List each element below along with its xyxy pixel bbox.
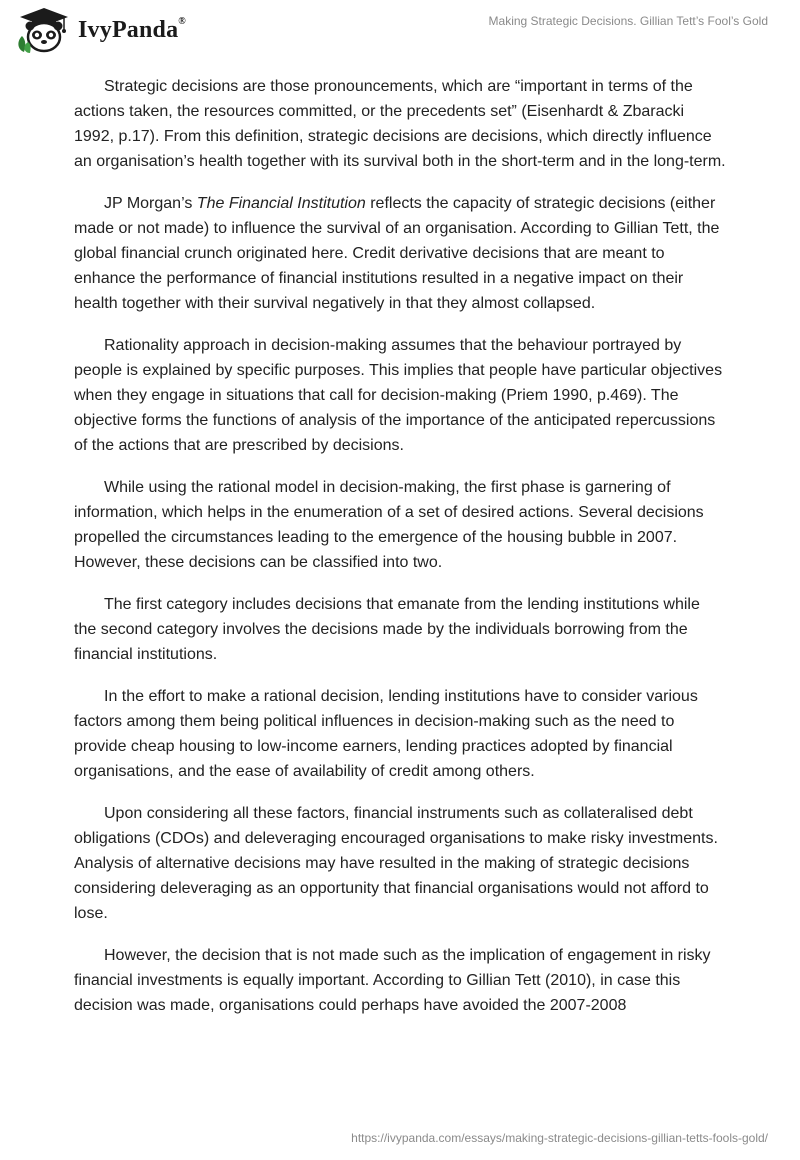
logo-wordmark: IvyPanda® — [78, 15, 186, 43]
paragraph-6: In the effort to make a rational decision, lending institutions have to consider various factors among them being political influences in decision-making such as the need to provide cheap housing to low-income earners, lending practices adopted by financial organisations, and the ease of availability of credit among others. — [74, 688, 698, 780]
paragraph-2: JP Morgan’s The Financial Institution reflects the capacity of strategic decisions (either made or not made) to influence the survival of an organisation. According to Gillian Tett, the global financial crunch originated here. Credit derivative decisions that are meant to enhance the performance of financial institutions resulted in a negative impact on their health together with their survival negatively in that they almost collapsed. — [74, 195, 720, 312]
paragraph-3: Rationality approach in decision-making assumes that the behaviour portrayed by people is explained by specific purposes. This implies that people have particular objectives when they engage in situations that call for decision-making (Priem 1990, p.469). The objective forms the functions of analysis of the importance of the anticipated repercussions of the actions that are prescribed by decisions. — [74, 337, 723, 454]
paragraph-1: Strategic decisions are those pronouncements, which are “important in terms of the actions taken, the resources committed, or the precedents set” (Eisenhardt & Zbaracki 1992, p.17). From this definition, strategic decisions are decisions, which directly influence an organisation’s health together with its survival both in the short-term and in the long-term. — [74, 78, 726, 170]
source-url-link[interactable]: https://ivypanda.com/essays/making-strategic-decisions-gillian-tetts-fools-gold/ — [351, 1131, 768, 1145]
page-header — [0, 0, 800, 60]
paragraph-4: While using the rational model in decision-making, the first phase is garnering of information, which helps in the enumeration of a set of desired actions. Several decisions propelled the circumstances leading to the emergence of the housing bubble in 2007. However, these decisions can be classified into two. — [74, 479, 704, 571]
document-title: Making Strategic Decisions. Gillian Tett’s Fool’s Gold — [488, 14, 768, 28]
ivypanda-logo[interactable] — [16, 6, 186, 54]
paragraph-7: Upon considering all these factors, financial instruments such as collateralised debt obligations (CDOs) and deleveraging encouraged organisations to make risky investments. Analysis of alternative decisions may have resulted in the making of strategic decisions considering deleveraging as an opportunity that financial organisations would not afford to lose. — [74, 805, 718, 922]
essay-body — [74, 74, 726, 1035]
panda-graduate-icon — [16, 6, 72, 54]
paragraph-5: The first category includes decisions that emanate from the lending institutions while the second category involves the decisions made by the individuals borrowing from the financial institutions. — [74, 596, 700, 663]
book-title: The Financial Institution — [196, 195, 366, 212]
paragraph-8: However, the decision that is not made such as the implication of engagement in risky financial investments is equally important. According to Gillian Tett (2010), in case this decision was made, organisations could perhaps have avoided the 2007-2008 — [74, 947, 711, 1014]
